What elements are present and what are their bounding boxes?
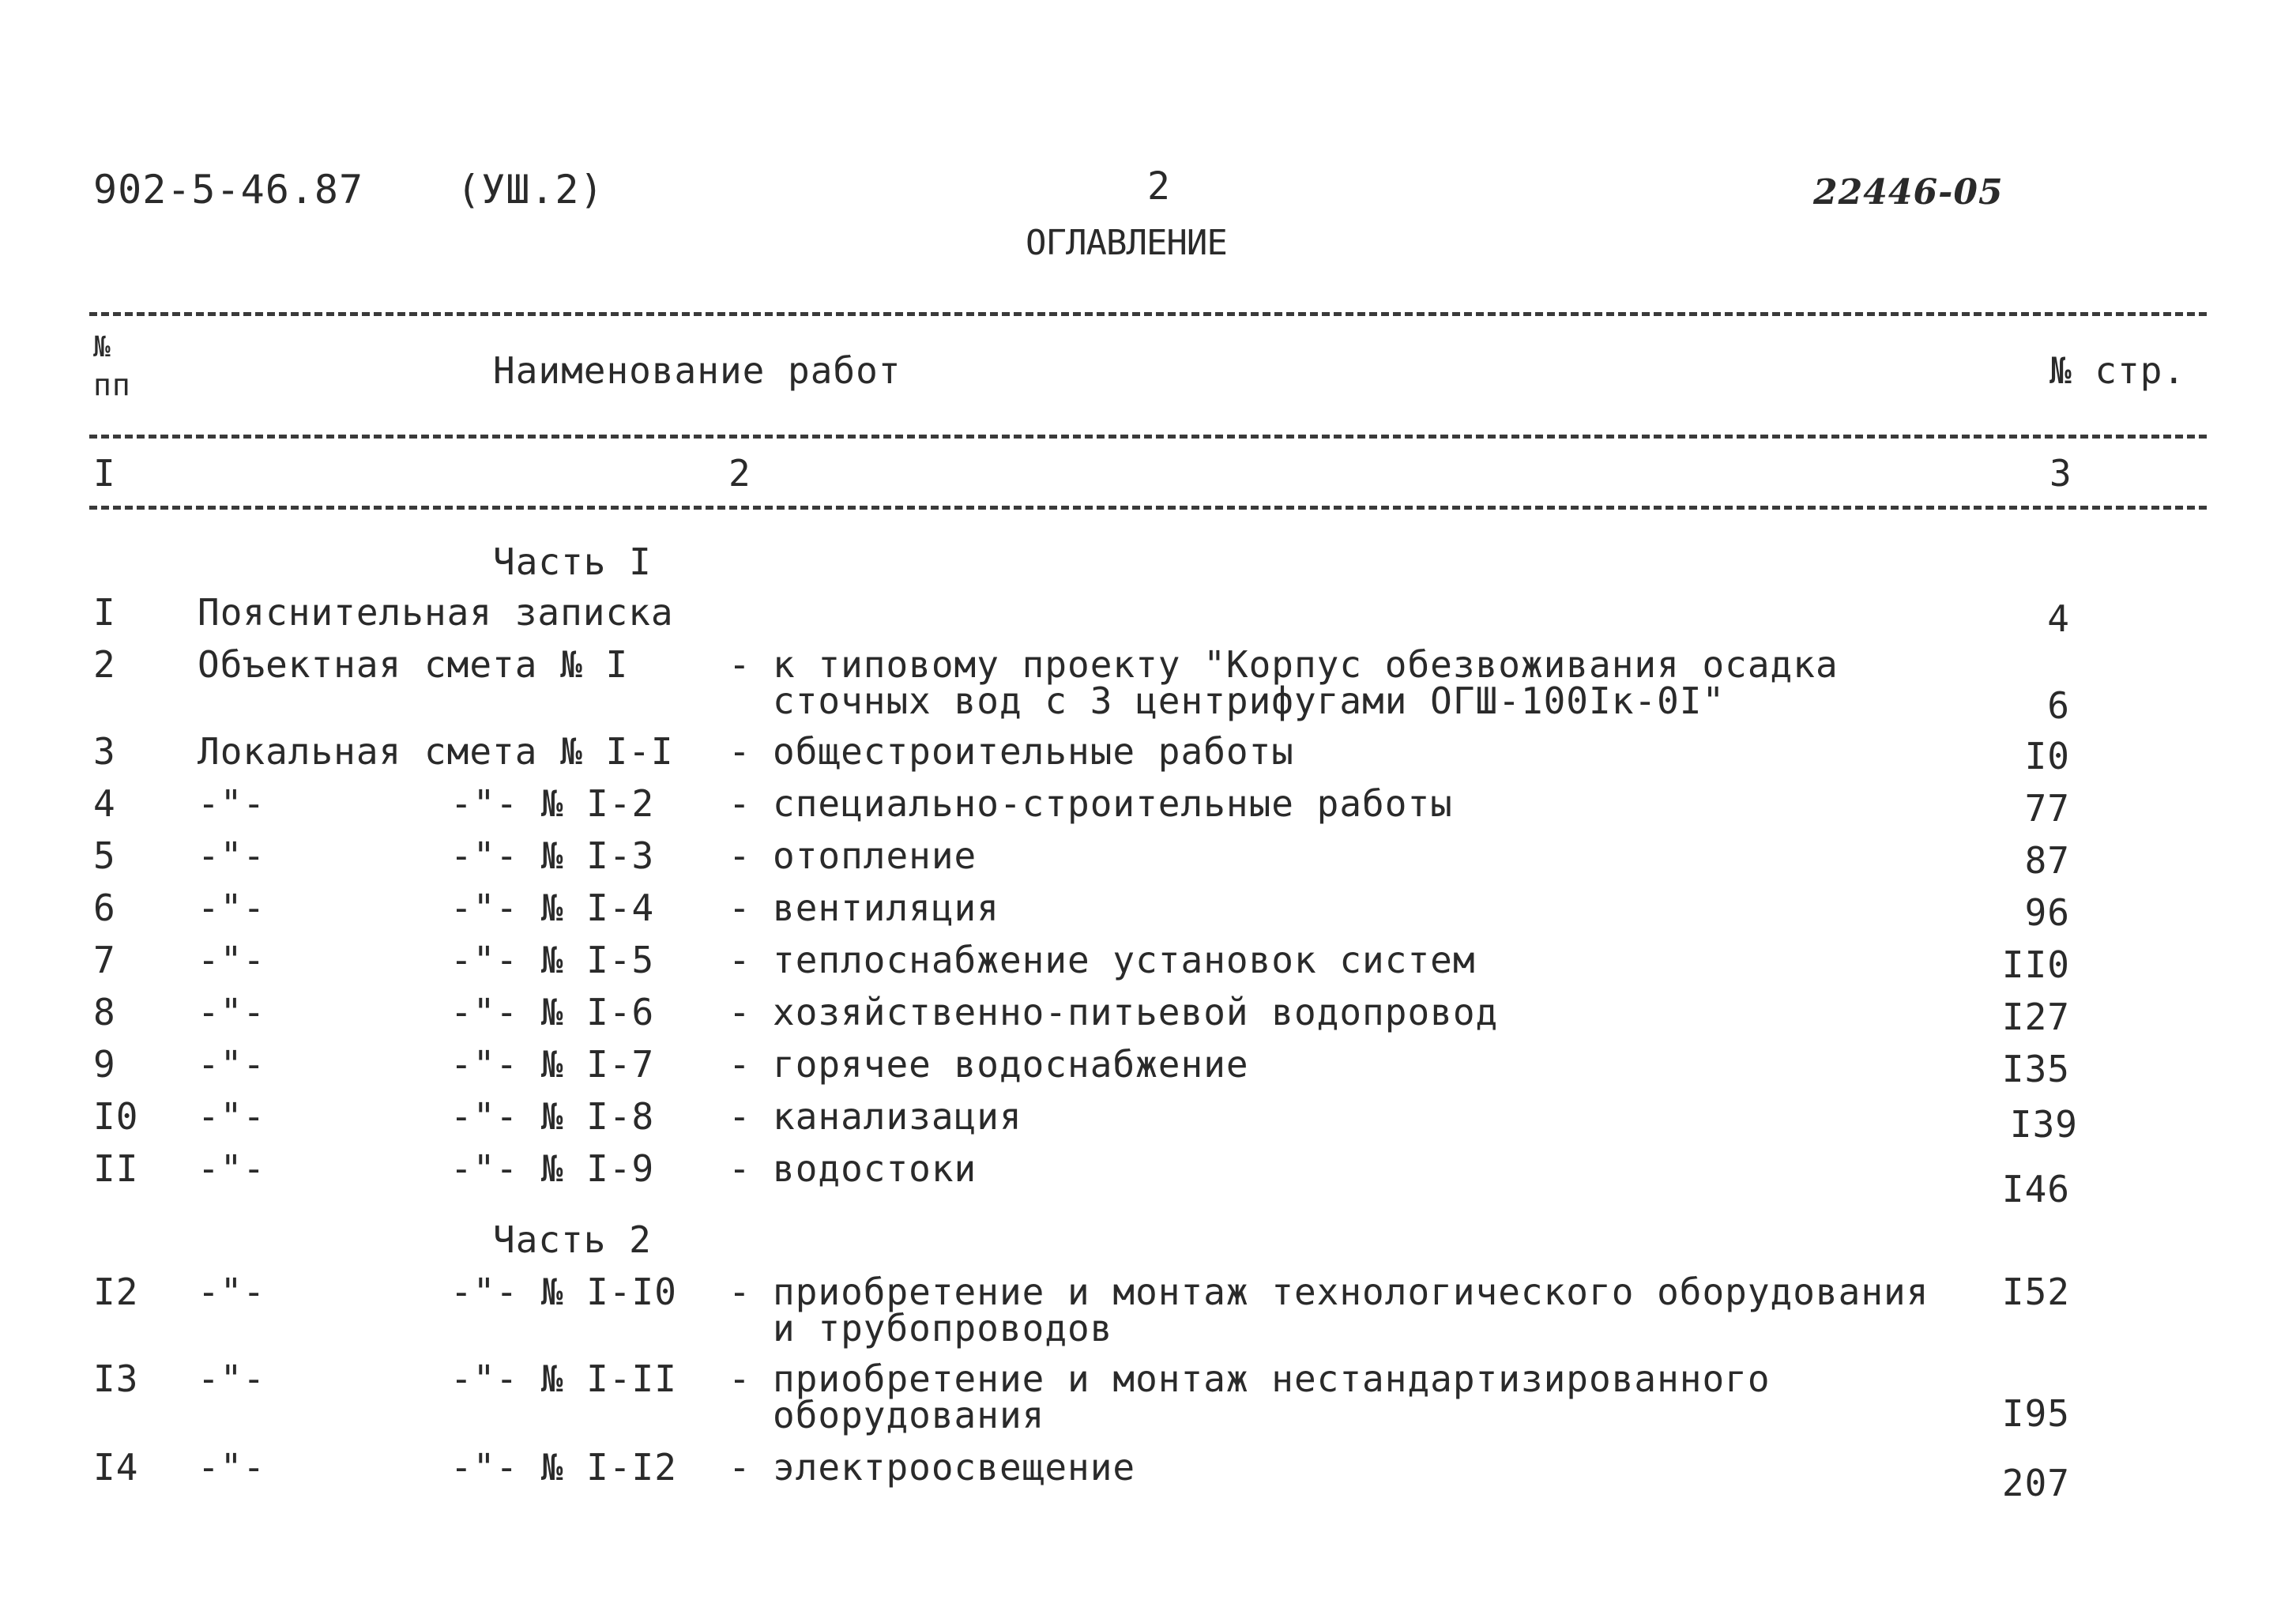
- row-dash: -: [728, 730, 751, 773]
- row-description-continued: сточных вод с 3 центрифугами ОГШ-100Iк-0I": [773, 680, 1726, 722]
- part-heading-1: Часть I: [493, 540, 652, 583]
- row-page: 87: [2024, 839, 2070, 882]
- row-name: -"-: [198, 887, 266, 929]
- row-description: отопление: [773, 834, 977, 877]
- column-index-2: 2: [728, 452, 751, 495]
- row-description-continued: и трубопроводов: [773, 1307, 1113, 1350]
- row-dash: -: [728, 782, 751, 825]
- column-header-name: Наименование работ: [493, 349, 901, 392]
- row-ref: -"- № I-4: [450, 887, 655, 929]
- row-page: I39: [2009, 1103, 2078, 1146]
- column-number-pp: пп: [93, 367, 131, 402]
- row-number: I3: [93, 1357, 139, 1400]
- row-number: I4: [93, 1446, 139, 1489]
- row-dash: -: [728, 939, 751, 981]
- row-page: 6: [2047, 684, 2070, 727]
- row-dash: -: [728, 887, 751, 929]
- row-dash: -: [728, 1357, 751, 1400]
- row-ref: -"- № I-I0: [450, 1271, 677, 1313]
- row-description: канализация: [773, 1095, 1022, 1138]
- row-ref: -"- № I-II: [450, 1357, 677, 1400]
- row-number: 7: [93, 939, 116, 981]
- divider-bottom: [89, 506, 2207, 510]
- column-header-page: № стр.: [2049, 349, 2186, 392]
- row-name: -"-: [198, 1147, 266, 1190]
- row-page: I52: [2001, 1271, 2070, 1313]
- row-page: II0: [2001, 943, 2070, 986]
- row-description: специально-строительные работы: [773, 782, 1453, 825]
- row-page: I35: [2001, 1048, 2070, 1090]
- row-name: -"-: [198, 991, 266, 1033]
- row-number: 6: [93, 887, 116, 929]
- archive-number: 22446-05: [1813, 172, 2004, 213]
- row-page: I95: [2001, 1392, 2070, 1435]
- row-page: 77: [2024, 787, 2070, 830]
- row-name: -"-: [198, 939, 266, 981]
- row-ref: -"- № I-2: [450, 782, 655, 825]
- row-ref: -"- № I-7: [450, 1043, 655, 1086]
- row-number: 9: [93, 1043, 116, 1086]
- row-description: общестроительные работы: [773, 730, 1294, 773]
- row-number: 2: [93, 643, 116, 686]
- page-number: 2: [1147, 164, 1171, 209]
- row-number: 8: [93, 991, 116, 1033]
- row-ref: -"- № I-I2: [450, 1446, 677, 1489]
- row-number: 3: [93, 730, 116, 773]
- row-dash: -: [728, 1446, 751, 1489]
- row-description: вентиляция: [773, 887, 999, 929]
- row-name: -"-: [198, 1357, 266, 1400]
- row-name: -"-: [198, 1446, 266, 1489]
- row-ref: -"- № I-5: [450, 939, 655, 981]
- row-description: приобретение и монтаж нестандартизированного: [773, 1357, 1771, 1400]
- divider-middle: [89, 435, 2207, 439]
- row-name: Локальная смета № I-I: [198, 730, 674, 773]
- row-page: 96: [2024, 891, 2070, 934]
- row-description: теплоснабжение установок систем: [773, 939, 1476, 981]
- row-description: хозяйственно-питьевой водопровод: [773, 991, 1499, 1033]
- row-name: -"-: [198, 834, 266, 877]
- row-number: I2: [93, 1271, 139, 1313]
- row-dash: -: [728, 834, 751, 877]
- row-name: -"-: [198, 1043, 266, 1086]
- column-number-sign: №: [93, 331, 111, 363]
- row-ref: -"- № I-8: [450, 1095, 655, 1138]
- row-name: -"-: [198, 782, 266, 825]
- column-index-1: I: [93, 452, 116, 495]
- row-name: -"-: [198, 1095, 266, 1138]
- row-dash: -: [728, 1095, 751, 1138]
- row-number: 5: [93, 834, 116, 877]
- row-page: I46: [2001, 1168, 2070, 1210]
- row-ref: -"- № I-6: [450, 991, 655, 1033]
- row-description: к типовому проекту "Корпус обезвоживания осадка: [773, 643, 1839, 686]
- column-index-3: 3: [2049, 452, 2072, 495]
- row-description: горячее водоснабжение: [773, 1043, 1249, 1086]
- row-page: 207: [2001, 1462, 2070, 1504]
- row-number: II: [93, 1147, 139, 1190]
- row-dash: -: [728, 991, 751, 1033]
- row-name: Пояснительная записка: [198, 591, 674, 634]
- row-name: -"-: [198, 1271, 266, 1313]
- row-ref: -"- № I-9: [450, 1147, 655, 1190]
- divider-top: [89, 312, 2207, 316]
- row-description: электроосвещение: [773, 1446, 1136, 1489]
- row-name: Объектная смета № I: [198, 643, 629, 686]
- row-page: I0: [2024, 735, 2070, 777]
- row-page: I27: [2001, 996, 2070, 1038]
- row-dash: -: [728, 1271, 751, 1313]
- row-description-continued: оборудования: [773, 1394, 1045, 1436]
- document-code: 902-5-46.87: [93, 167, 364, 213]
- row-number: I: [93, 591, 116, 634]
- row-number: 4: [93, 782, 116, 825]
- part-heading-2: Часть 2: [493, 1218, 652, 1261]
- row-dash: -: [728, 1147, 751, 1190]
- volume-label: (УШ.2): [457, 167, 604, 213]
- row-dash: -: [728, 1043, 751, 1086]
- row-dash: -: [728, 643, 751, 686]
- row-page: 4: [2047, 597, 2070, 640]
- row-description: приобретение и монтаж технологического оборудования: [773, 1271, 1929, 1313]
- page-title: ОГЛАВЛЕНИЕ: [1026, 223, 1227, 263]
- row-number: I0: [93, 1095, 139, 1138]
- row-description: водостоки: [773, 1147, 977, 1190]
- row-ref: -"- № I-3: [450, 834, 655, 877]
